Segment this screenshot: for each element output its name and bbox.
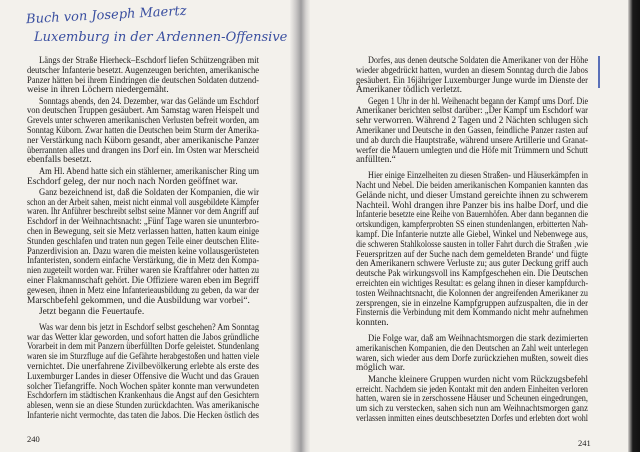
text-line: und ab durch die Hauptstraße, während unsere Artillerie und Granat- xyxy=(356,135,588,146)
paragraph xyxy=(356,98,588,167)
left-page-text xyxy=(27,57,259,423)
text-line: chen in Bewegung, seit sie Metz verlassen hatten, hatten kaum einige xyxy=(27,227,259,238)
text-line: amerikanischen Kompanien, die den Deutschen an Zahl weit unterlegen xyxy=(356,343,588,354)
text-line: Infanteristen, sondern einfache Verstärkung, die in Metz den Kompa- xyxy=(27,256,259,267)
text-line: Grevels unter schweren amerikanischen Verlusten befreit worden, am xyxy=(27,116,259,127)
text-line-wrapper xyxy=(356,156,588,166)
text-line: kampf. Die Infanterie nutzte alle Giebel, Winkel und Nebenwege aus, xyxy=(356,230,588,241)
text-line: Sonntag Küborn. Zwar hatten die Deutschen beim Sturm der Amerika- xyxy=(27,126,259,137)
text-line-wrapper xyxy=(27,147,259,157)
text-line: Ganz bezeichnend ist, daß die Soldaten der Kompanien, die wir xyxy=(39,187,259,198)
text-line: Eschdorfern im städtischen Krankenhaus die Angst auf den Gesichtern xyxy=(27,391,259,402)
text-line: waren sie im Sturzfluge auf die Gefährte herabgestoßen und hatten viele xyxy=(27,352,259,363)
paragraph xyxy=(356,57,588,96)
text-line: Die Folge war, daß am Weihnachtsmorgen die stark dezimierten xyxy=(368,334,588,345)
text-line: tosten Weihnachtsnacht, die Kolonnen der angreifenden Amerikaner zu xyxy=(356,288,588,299)
text-line: die schweren Stahlkolosse sausten in toller Fahrt durch die Straßen ‚wie xyxy=(356,239,588,250)
text-line-wrapper xyxy=(27,308,259,318)
scan-edge xyxy=(628,0,640,452)
text-line: war das Wetter klar geworden, und sofort hatten die Jabos gründliche xyxy=(27,332,259,343)
text-line: weise in ihren Löchern niedergemäht. xyxy=(27,85,169,96)
text-line: deutsche Pak wirkungsvoll ins Kampfgeschehen ein. Die Deutschen xyxy=(356,269,588,280)
text-line: möglich war. xyxy=(356,363,405,374)
text-line: Eschdorf geleg, der nur noch nach Norden geöffnet war. xyxy=(27,176,238,187)
text-line: Amerikaner berichten selbst darüber: „Der Kampf um Eschdorf war xyxy=(356,106,588,117)
text-line: Gegen 1 Uhr in der hl. Weihenacht begann der Kampf ums Dorf. Die xyxy=(368,96,588,107)
text-line: Amerikaner und Deutsche in den Gassen, feindliche Panzer rasten auf xyxy=(356,126,588,137)
text-line: Nacht und Nebel. Die beiden amerikanischen Kompanien kannten das xyxy=(356,181,588,192)
handwritten-note-line2: Luxemburg in der Ardennen-Offensive xyxy=(34,30,288,45)
text-line: verlassen inmitten eines deutschbesetzten Dorfes und erlebten dort wohl xyxy=(356,413,588,424)
text-line-wrapper xyxy=(27,168,259,178)
paragraph xyxy=(27,308,259,318)
text-line: wieder abgedrückt hatten, wurden an diesem Sonntag durch die Jabos xyxy=(356,65,588,76)
text-line: Amerikaner tödlich verletzt. xyxy=(356,85,462,96)
text-line: ablesen, wenn sie an diese Stunden zurückdachten. Was amerikanische xyxy=(27,401,259,412)
text-line: Sonntags abends, den 24. Dezember, war das Gelände um Eschdorf xyxy=(39,96,259,107)
text-line: ner Verstärkung nach Küborn gesandt, aber amerikanische Panzer xyxy=(27,135,259,146)
paragraph xyxy=(27,57,259,96)
text-line-wrapper xyxy=(356,415,588,425)
text-line: Infanterie besetzte eine Reihe von Bauernhöfen. Aber dann begannen die xyxy=(356,210,588,221)
text-line: Am Hl. Abend hatte sich ein stählerner, amerikanischer Ring um xyxy=(39,166,259,177)
text-line: ortskundigen, kampferprobten SS einen stundenlangen, erbitterten Nah- xyxy=(356,220,588,231)
text-line: solcher Tiefangriffe. Noch Wochen später konnte man verwundeten xyxy=(27,381,259,392)
text-line-wrapper xyxy=(356,86,588,96)
text-line: Infanterie nicht vermochte, das taten die Jabos. Die Hecken östlich des xyxy=(27,410,259,421)
text-line: zersprengen, sie in einzelne Kampfgruppen aufzuspalten, die in der xyxy=(356,298,588,309)
text-line: einer Flakmannschaft gehört. Die Offiziere waren eben im Begriff xyxy=(27,276,259,287)
text-line: überrannten alles und drangen ins Dorf ein. Im Osten war Merscheid xyxy=(27,145,259,156)
text-line: Was war denn bis jetzt in Eschdorf selbst geschehen? Am Sonntag xyxy=(39,322,259,333)
text-line: Gelände nicht, und dieser Umstand gereichte ihnen zu schwerem xyxy=(356,190,588,201)
text-line: Stunden geschlafen und traten nun gegen Teile einer deutschen Elite- xyxy=(27,236,259,247)
text-line-wrapper xyxy=(27,412,259,422)
text-line: Luxemburger Landes in dieser Offensive die Wucht und das Grauen xyxy=(27,371,259,382)
paragraph xyxy=(356,335,588,374)
text-line: Panzerdivision an. Dazu waren die meisten keine vollausgerüsteten xyxy=(27,246,259,257)
text-line: Jetzt begann die Feuertaufe. xyxy=(39,306,145,317)
paragraph xyxy=(27,168,259,188)
handwritten-note-line1: Buch von Joseph Maertz xyxy=(25,3,187,28)
paragraph xyxy=(356,172,588,329)
text-line-wrapper xyxy=(356,309,588,319)
text-line-wrapper xyxy=(356,364,588,374)
text-line-wrapper xyxy=(356,77,588,87)
text-line-wrapper xyxy=(27,77,259,87)
text-line-wrapper xyxy=(27,287,259,297)
text-line: Feuerspritzen auf der Suche nach dem gemeldeten Brande‘ und fügte xyxy=(356,249,588,260)
text-line: Nachteil. Wohl drangen ihre Panzer bis ins halbe Dorf, und die xyxy=(356,200,588,211)
text-line-wrapper xyxy=(356,319,588,329)
text-line: um sich zu verstecken, sahen sich nun am Weihnachtsmorgen ganz xyxy=(356,404,588,415)
book-gutter xyxy=(290,0,310,452)
text-line: den Amerikanern schwere Verluste zu; aus guter Deckung griff auch xyxy=(356,259,588,270)
right-page-text xyxy=(356,57,588,426)
paragraph xyxy=(27,98,259,167)
text-line-wrapper xyxy=(27,156,259,166)
text-line: erreicht. Nachdem sie jeden Kontakt mit den andern Einheiten verloren xyxy=(356,384,588,395)
text-line: ebenfalls besetzt. xyxy=(27,155,92,166)
text-line: waren. Ihr Anführer beschreibt selbst seine Männer vor dem Angriff auf xyxy=(27,207,259,218)
text-line: von deutschen Truppen gesäubert. Am Samstag waren Heispelt und xyxy=(27,106,259,117)
text-line: erreichten ein wichtiges Resultat: es gelang ihnen in dieser kampfdurch- xyxy=(356,279,588,290)
text-line: waren, sich wieder aus dem Dorfe zurückziehen mußten, soweit dies xyxy=(356,353,588,364)
text-line: Finsternis die Verbindung mit dem Kommando nicht mehr aufnehmen xyxy=(356,308,588,319)
text-line: gewesen, ihnen in Metz eine Infanterieausbildung zu geben, da war der xyxy=(27,285,259,296)
text-line: deutscher Infanterie besetzt. Augenzeugen berichten, amerikanische xyxy=(27,65,259,76)
text-line: Manche kleinere Gruppen wurden nicht vom Rückzugsbefehl xyxy=(368,374,588,385)
text-line: gesäubert. Ein 16jähriger Luxemburger Junge wurde im Dienste der xyxy=(356,75,588,86)
paragraph xyxy=(356,376,588,425)
text-line: konnten. xyxy=(356,318,389,329)
text-line: Längs der Straße Hierheck–Eschdorf liefen Schützengräben mit xyxy=(39,56,259,66)
text-line: werfer die Mauern umlegten und die Höfe mit Trümmern und Schutt xyxy=(356,145,588,156)
page-number-right: 241 xyxy=(578,438,591,448)
text-line: hatten, waren sie in zerschossene Häuser und Scheunen eingedrungen, xyxy=(356,394,588,405)
page-number-left: 240 xyxy=(27,434,40,444)
text-line: nien zugeteilt worden war. Früher waren sie Kraftfahrer oder hatten zu xyxy=(27,266,259,277)
text-line: Panzer hätten bei ihrem Eindringen die deutschen Soldaten dutzend- xyxy=(27,75,259,86)
text-line-wrapper xyxy=(27,297,259,307)
text-line-wrapper xyxy=(356,147,588,157)
text-line-wrapper xyxy=(27,178,259,188)
paragraph xyxy=(27,324,259,422)
text-line-wrapper xyxy=(27,86,259,96)
text-line-wrapper xyxy=(356,355,588,365)
text-line: schon an der Arbeit sahen, meist nicht einmal voll ausgebildete Kämpfer xyxy=(27,197,259,208)
text-line: Eschdorf in der Weihnachtsnacht: „Fünf Tage waren sie ununterbro- xyxy=(27,217,259,228)
text-line: anfüllten.“ xyxy=(356,155,396,166)
pen-mark xyxy=(598,56,600,88)
text-line: Hier einige Einzelheiten zu diesen Straßen- und Häuserkämpfen in xyxy=(368,171,588,182)
text-line: sehr verworren. Während 2 Tagen und 2 Nächten schlugen sich xyxy=(356,116,588,127)
text-line: vernichtet. Die unerfahrene Zivilbevölkerung erlebte als erste des xyxy=(27,361,259,372)
text-line: Marschbefehl gekommen, und die Ausbildung war vorbei“. xyxy=(27,295,250,306)
paragraph xyxy=(27,189,259,307)
text-line: Dorfes, aus denen deutsche Soldaten die Amerikaner von der Höhe xyxy=(368,56,588,66)
text-line: Vorarbeit in dem mit Panzern überfüllten Dorfe geleistet. Stundenlang xyxy=(27,342,259,353)
